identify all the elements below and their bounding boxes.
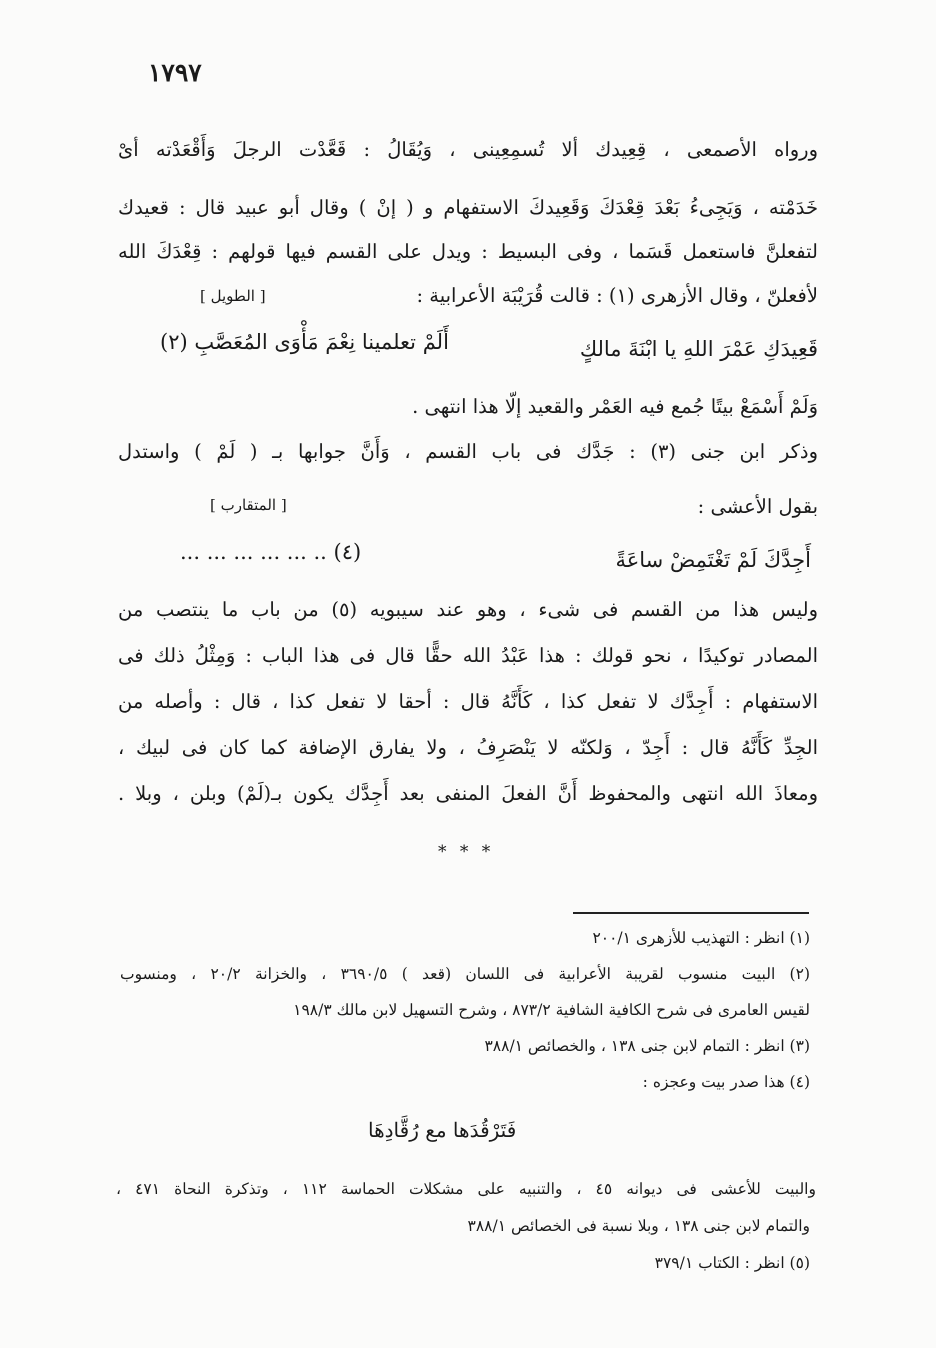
verse-1-second-hemistich: أَلَمْ تعلمينا نِعْمَ مَأْوَى المُعَصَّبِ (٢) (160, 330, 449, 354)
body-line-6: وذكر ابن جنى (٣) : جَدَّك فى باب القسم ، وَأَنَّ جوابها بـ ( لَمْ ) واستدل (118, 440, 818, 463)
page-number: ١٧٩٧ (148, 58, 202, 87)
body-line-5: وَلَمْ أَسْمَعْ بيتًا جُمع فيه العَمْر والقعيد إلّا هذا انتهى . (412, 395, 818, 418)
body-line-7: بقول الأعشى : (697, 495, 818, 518)
verse-2-first-hemistich: أَجِدَّكَ لَمْ تَغْتَمِضْ ساعَةً (615, 548, 811, 572)
footnote-rule (573, 912, 809, 914)
verse-2-ellipsis: (٤) .. ... ... ... ... ... (180, 540, 362, 564)
body-line-8: وليس هذا من القسم فى شىء ، وهو عند سيبويه (٥) من باب ما ينتصب من (118, 598, 818, 621)
body-line-9: المصادر توكيدًا ، نحو قولك : هذا عَبْدُ الله حقًّا قال فى هذا الباب : وَمِثْلُ ذلك فى (118, 644, 818, 667)
body-line-1: ورواه الأصمعى ، قِعِيدك ألا تُسمِعِينى ، وَيُقَالُ : قَعَّدْت الرجلَ وَأَقْعَدْته أىْ (118, 138, 818, 161)
meter-label-mutaqarib: [ المتقارب ] (210, 496, 287, 514)
body-line-4: لأفعلنّ ، وقال الأزهرى (١) : قالت قُرَيْبَة الأعرابية : (416, 284, 818, 307)
meter-label-tawil: [ الطويل ] (200, 287, 266, 305)
footnote-4-verse: فَتَرْقُدَها مع رُقَّادِهَا (368, 1118, 517, 1142)
verse-1-first-hemistich: قَعِيدَكِ عَمْرَ اللهِ يا ابْنَةَ مالكٍ (579, 337, 818, 361)
section-separator: * * * (438, 842, 495, 862)
footnote-4: (٤) هذا صدر بيت وعجزه : (642, 1073, 810, 1091)
footnote-2-line-2: لقيس العامرى فى شرح الكافية الشافية ٨٧٣/٢ ، وشرح التسهيل لابن مالك ١٩٨/٣ (293, 1001, 810, 1019)
footnote-3: (٣) انظر : التمام لابن جنى ١٣٨ ، والخصائص ٣٨٨/١ (484, 1037, 810, 1055)
body-line-2: خَدَمْته ، وَيَجِىءُ بَعْدَ قِعْدَكَ وَقَعِيدكَ الاستفهام و ( إنْ ) وقال أبو عبيد قال : قعيدك (118, 196, 818, 219)
footnote-2-line-1: (٢) البيت منسوب لقريبة الأعرابية فى اللسان (قعد ) ٣٦٩٠/٥ ، والخزانة ٢٠/٢ ، ومنسوب (120, 965, 810, 983)
body-line-11: الجِدِّ كَأَنَّهُ قال : أَجِدّ ، وَلكنّه لا يَنْصَرِفُ ، ولا يفارق الإضافة كما كان فى لبيك ، (118, 736, 818, 759)
footnote-4-line-2: والبيت للأعشى فى ديوانه ٤٥ ، والتنبيه على مشكلات الحماسة ١١٢ ، وتذكرة النحاة ٤٧١ ، (116, 1180, 816, 1198)
footnote-4-line-3: والتمام لابن جنى ١٣٨ ، وبلا نسبة فى الخصائص ٣٨٨/١ (467, 1217, 810, 1235)
footnote-1: (١) انظر : التهذيب للأزهرى ٢٠٠/١ (592, 929, 810, 947)
body-line-10: الاستفهام : أَجِدَّك لا تفعل كذا ، كَأَنَّهُ قال : أحقا لا تفعل كذا ، قال : وأصله من (118, 690, 818, 713)
footnote-5: (٥) انظر : الكتاب ٣٧٩/١ (654, 1254, 810, 1272)
body-line-3: لتفعلنَّ فاستعمل قَسَما ، وفى البسيط : ويدل على القسم فيها قولهم : قِعْدَكَ الله (118, 240, 818, 263)
body-line-12: ومعاذَ الله انتهى والمحفوظ أَنَّ الفعلَ المنفى بعد أَجِدَّك يكون بـ(لَمْ) وبلن ، وبلا . (118, 782, 818, 805)
